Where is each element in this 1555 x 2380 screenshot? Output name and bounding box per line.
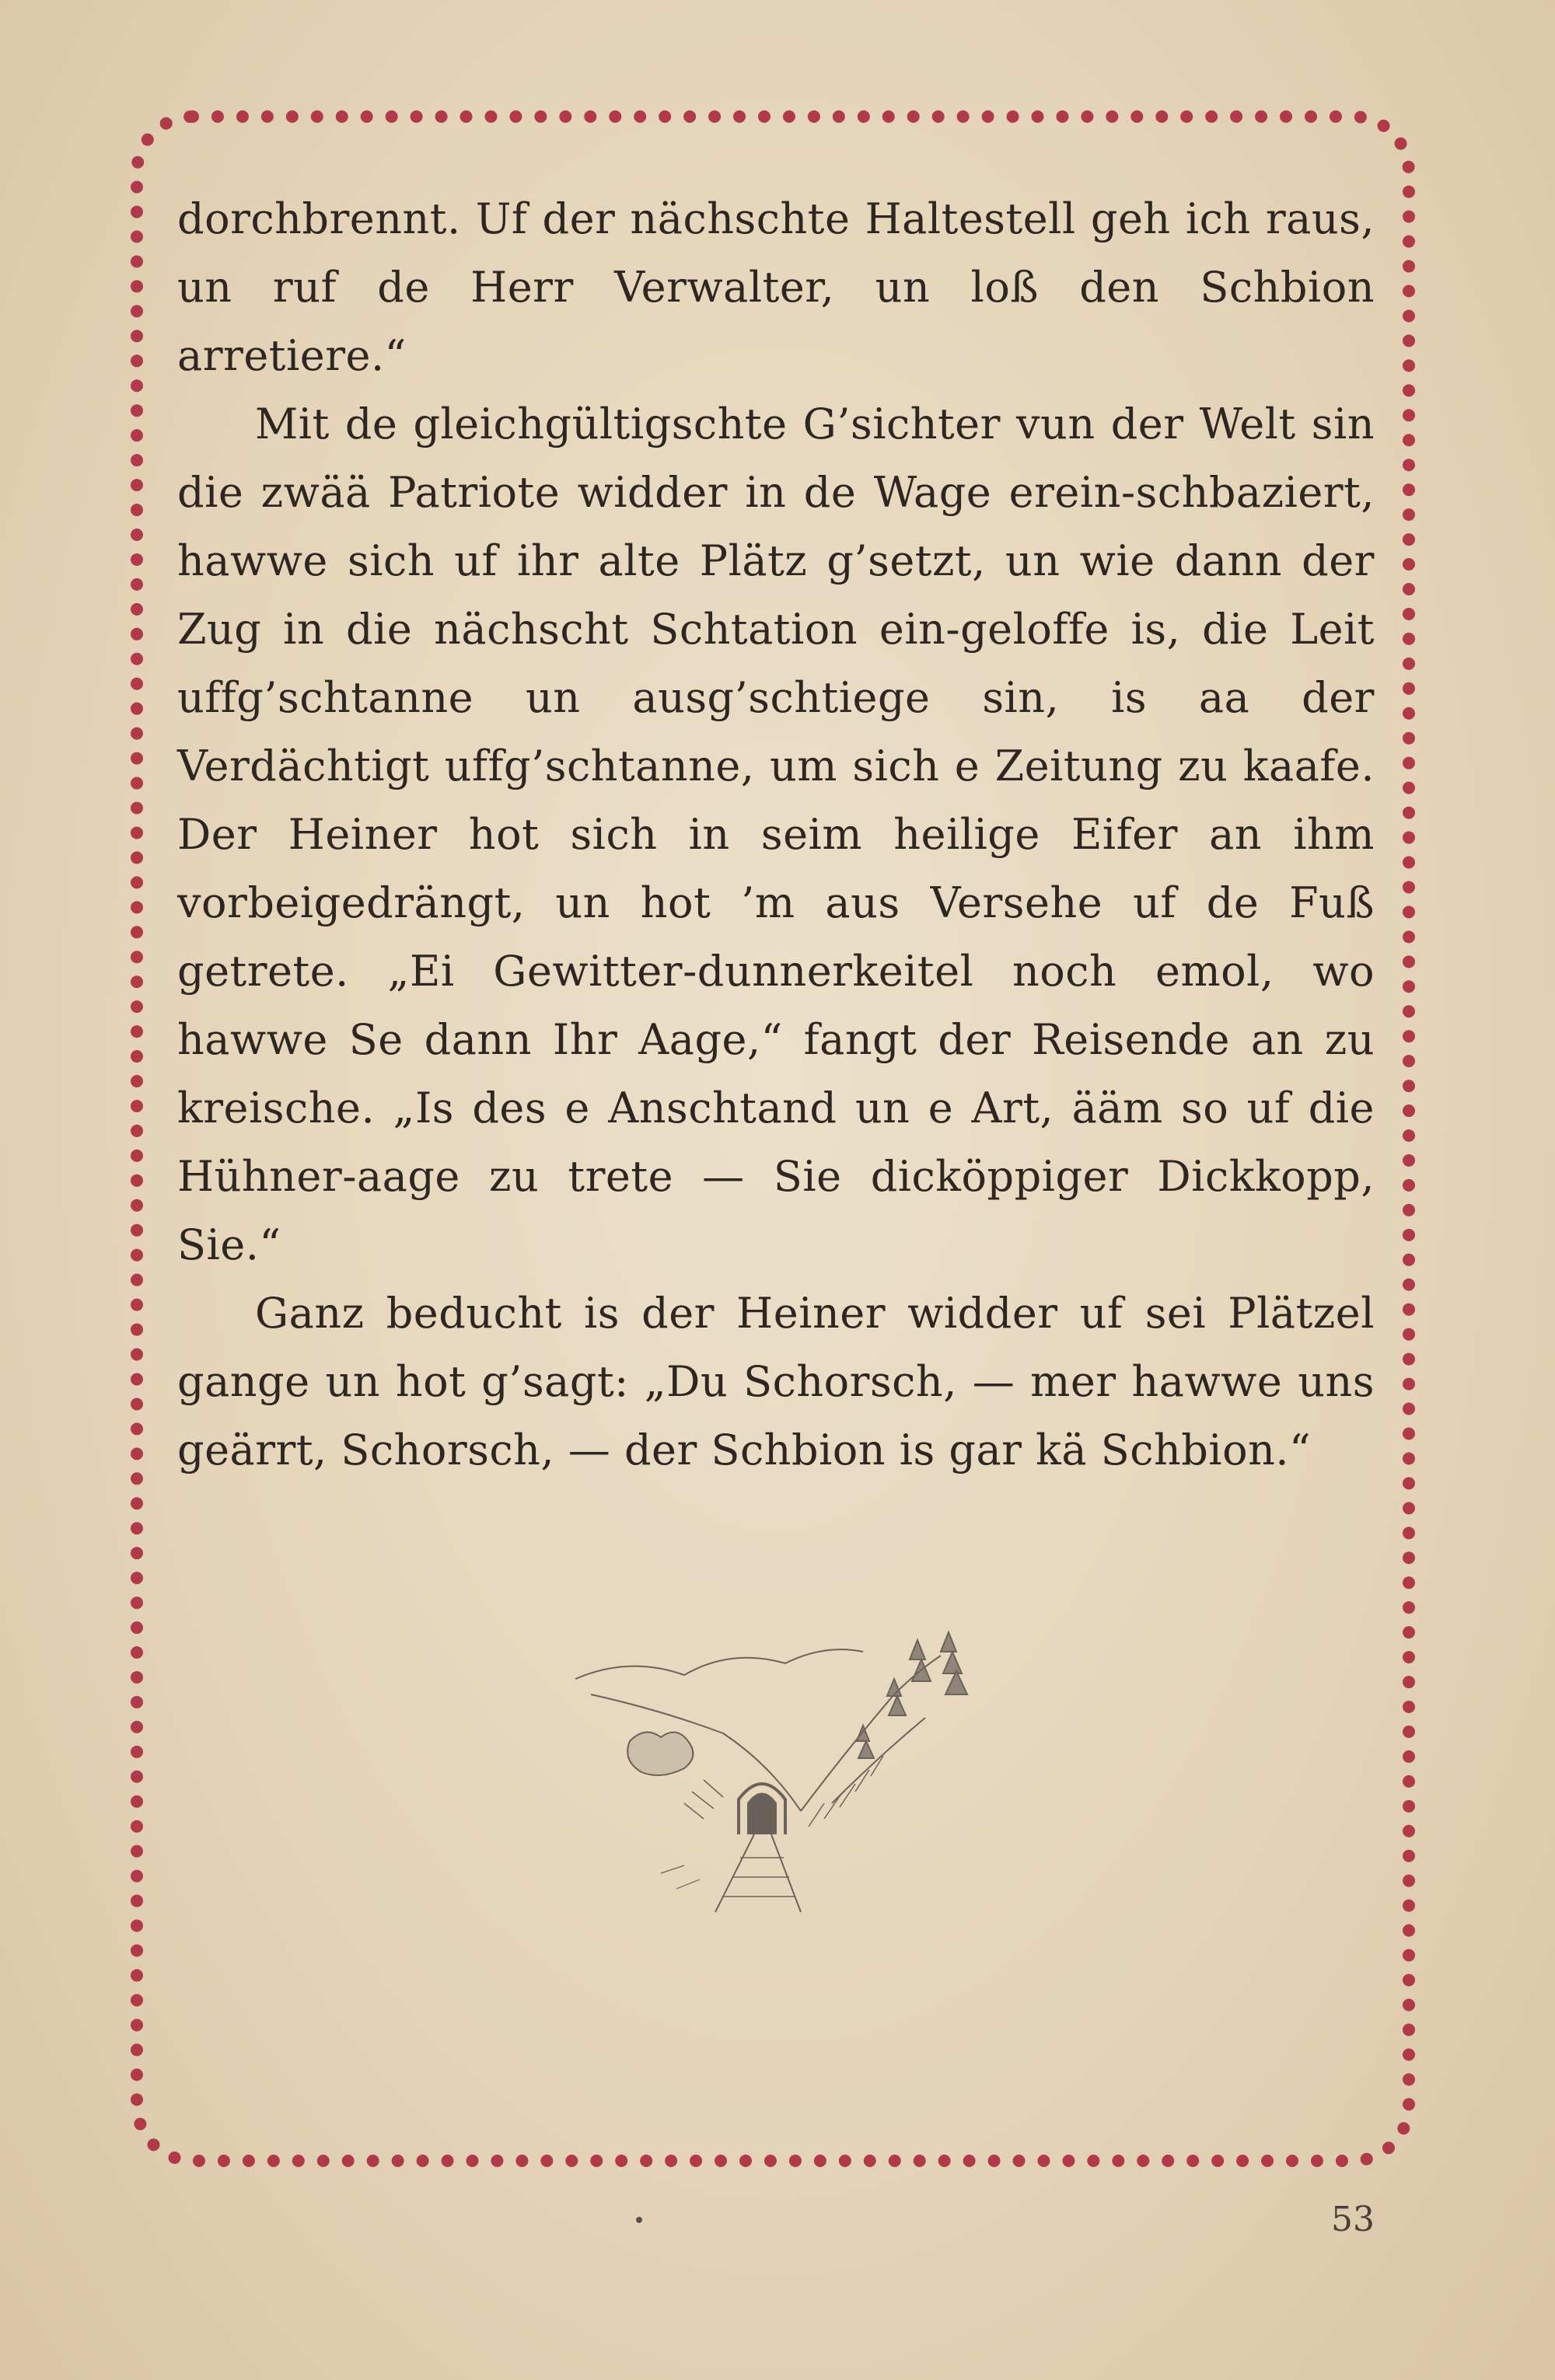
paragraph: Mit de gleichgültigschte G’sichter vun der Welt sin die zwää Patriote widder in de Wage erein-schbaziert, hawwe sich uf ihr alte Plätz g’setzt, un wie dann der Zug in die nächscht Schtation ein-geloffe is, die Leit uffg’schtanne un ausg’schtiege sin, is aa der Verdächtigt uffg’schtanne, um sich e Zeitung zu kaafe. Der Heiner hot sich in seim heilige Eifer an ihm vorbeigedrängt, un hot ’m aus Versehe uf de Fuß getrete. „Ei Gewitter-dunnerkeitel noch emol, wo hawwe Se dann Ihr Aage,“ fangt der Reisende an zu kreische. „Is des e Anschtand un e Art, ääm so uf die Hühner-aage zu trete — Sie dicköppiger Dickkopp, Sie.“ <box>177 400 1375 1269</box>
paragraph: dorchbrennt. Uf der nächschte Haltestell geh ich raus, un ruf de Herr Verwalter, un loß den Schbion arretiere.“ <box>177 194 1375 380</box>
page-number: 53 <box>1331 2200 1375 2239</box>
paragraph: Ganz beducht is der Heiner widder uf sei Plätzel gange un hot g’sagt: „Du Schorsch, — mer hawwe uns geärrt, Schorsch, — der Schbion is gar kä Schbion.“ <box>177 1289 1375 1474</box>
body-text <box>177 185 1375 1485</box>
tunnel-landscape-illustration <box>568 1624 1003 1920</box>
print-speck <box>636 2217 642 2223</box>
